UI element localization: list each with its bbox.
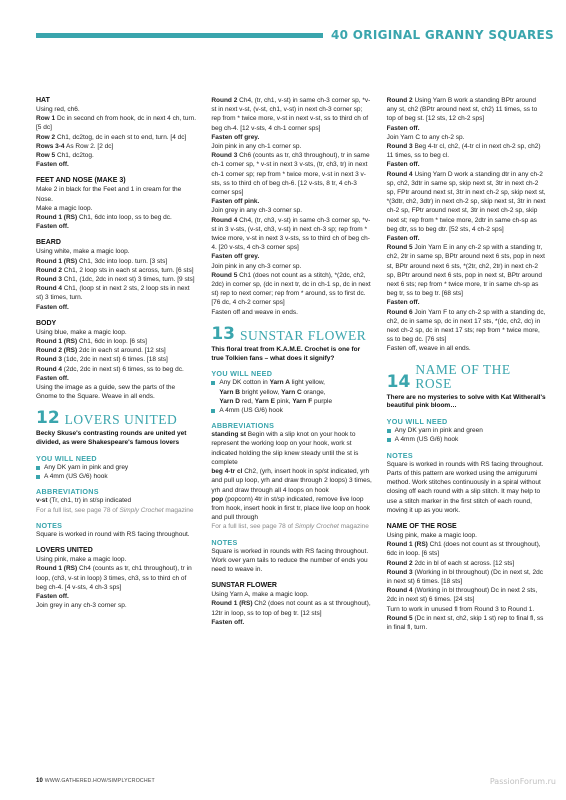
pattern-number: 14 <box>386 371 411 392</box>
article-columns <box>36 96 548 632</box>
pattern-number: 13 <box>211 323 235 344</box>
notes-text: Square is worked in round with RS facing throughout. <box>36 530 190 538</box>
abbreviations-text: v-st (Tr, ch1, tr) in st/sp indicated For a full list, see page 78 of Simply Crochet magazine <box>36 497 194 514</box>
header-rule <box>36 33 323 38</box>
materials-continued: Yarn B bright yellow, Yarn C orange, Yarn D red, Yarn E pink, Yarn F purple <box>219 388 333 405</box>
list-item: A 4mm (US G/6) hook <box>387 435 548 444</box>
pattern-text: Using pink, make a magic loop. Round 1 (RS) Ch4 (counts as tr, ch1 throughout), tr in loop, (ch3, v-st in loop) 3 times, ch3, ss to third ch of beg ch-4. [4 v-sts, 4 ch-3 sps] Fasten off. Join grey in any ch-3 corner sp. <box>36 556 192 610</box>
notes-heading: NOTES <box>386 450 413 460</box>
body-text: Using blue, make a magic loop. Round 1 (RS) Ch1, 6dc in loop. [6 sts] Round 2 (RS) 2dc in each st around. [12 sts] Round 3 (1dc, 2dc in next st) 6 times. [18 sts] Round 4 (2dc, 2dc in next st) 6 times, ss to beg dc. Fasten off. Using the image as a guide, sew the parts of the Gnome to the Square. Weave in all ends. <box>36 328 184 401</box>
list-item: A 4mm (US G/6) hook <box>211 406 372 415</box>
list-item: Any DK yarn in pink and green <box>387 426 548 435</box>
feet-heading: FEET AND NOSE (MAKE 3) <box>36 177 126 185</box>
footer-url: WWW.GATHERED.HOW/SIMPLYCROCHET <box>43 778 155 784</box>
watermark: PassionForum.ru <box>489 777 556 786</box>
page-header <box>36 24 566 46</box>
bullet-icon <box>36 475 40 479</box>
bullet-icon <box>211 381 215 385</box>
notes-text: Square is worked in rounds with RS facing throughout. Parts of this pattern are worked using the amigurumi method. Work stitches continuously in a spiral without closing off each round with a slip stitch. It may help to use a stitch marker in the first stitch of each round, moving it up as you work. <box>386 460 544 514</box>
list-item: Any DK cotton in Yarn A light yellow, <box>211 378 372 387</box>
column-2 <box>211 96 372 632</box>
pattern-subheading: NAME OF THE ROSE <box>386 522 457 530</box>
beard-heading: BEARD <box>36 239 61 247</box>
pattern-12-heading <box>36 410 197 427</box>
pattern-text: Round 2 Using Yarn B work a standing BPtr around any st, ch2 (BPtr around next st, ch2) 11 times, ss to top of beg st. [12 sts, 12 ch-2 sps] Fasten off. Join Yarn C to any ch-2 sp. Round 3 Beg 4-tr cl, ch2, (4-tr cl in next ch-2 sp, ch2) 11 times, ss to beg cl. Fasten off. Round 4 Using Yarn D work a standing dtr in any ch-2 sp, ch2, 3dtr in same sp, skip next st, 3tr in next ch-2 sp, FPtr around next st, 3tr in next ch-2 sp, skip next st, *(3dtr, ch2, 3dtr) in next ch-2 sp, skip next st, 3tr in next ch-2 sp, FPtr around next st, 3tr in next ch-2 sp, skip next st; rep from * twice more, 2dtr in same ch-sp as beg dtr, ss to beg dtr. [52 sts, 4 ch-2 sps] Fasten off. Round 5 Join Yarn E in any ch-2 sp with a standing tr, ch2, 2tr in same sp, BPtr around next 6 sts, pop in next st, BPtr around next 6 sts, *(2tr, ch2, 2tr) in next ch-2 sp, BPtr around next 6 sts, pop in next st, BPtr around next 6 sts; rep from * twice more, tr in same ch-sp as beg tr, ss to beg tr. [68 sts] Fasten off. Round 6 Join Yarn F to any ch-2 sp with a standing dc, ch2, dc in same sp, dc in next 17 sts, *(dc, ch2, dc) in next ch-2 sp, dc in next 17 sts; rep from * twice more, ss to beg dc. [76 sts] Fasten off, weave in all ends. <box>386 97 546 353</box>
page-number: 10 <box>36 778 44 784</box>
notes-heading: NOTES <box>36 520 63 530</box>
bullet-icon <box>387 438 391 442</box>
list-item: Any DK yarn in pink and grey <box>36 463 197 472</box>
pattern-intro: There are no mysteries to solve with Kat Witherall's beautiful pink bloom… <box>386 393 546 410</box>
bullet-icon <box>211 409 215 413</box>
materials-heading: YOU WILL NEED <box>211 369 273 379</box>
column-3 <box>387 96 548 632</box>
pattern-subheading: SUNSTAR FLOWER <box>211 582 277 590</box>
column-1 <box>36 96 197 632</box>
header-title: 40 ORIGINAL GRANNY SQUARES <box>331 28 554 42</box>
abbreviations-heading: ABBREVIATIONS <box>211 421 275 431</box>
list-item: A 4mm (US G/6) hook <box>36 472 197 481</box>
pattern-intro: This floral treat from K.A.M.E. Crochet is one for true Tolkien fans – what does it signify? <box>211 345 361 362</box>
pattern-13-heading <box>211 323 372 344</box>
hat-text: Using red, ch6. Row 1 Dc in second ch from hook, dc in next 4 ch, turn. [5 dc] Row 2 Ch1, dc2tog, dc in each st to end, turn. [4 dc] Rows 3-4 As Row 2. [2 dc] Row 5 Ch1, dc2tog. Fasten off. <box>36 106 197 169</box>
pattern-subheading: LOVERS UNITED <box>36 547 93 555</box>
pattern-text: Using pink, make a magic loop. Round 1 (RS) Ch1 (does not count as st throughout), 6dc in loop. [6 sts] Round 2 2dc in bl of each st across. [12 sts] Round 3 (Working in bl throughout) (Dc in next st, 2dc in next st) 6 times. [18 sts] Round 4 (Working in bl throughout) Dc in next 2 sts, 2dc in next st) 6 times. [24 sts] Turn to work in unused fl from Round 3 to Round 1. Round 5 (Dc in next st, ch2, skip 1 st) rep to final fl, ss in final fl, turn. <box>386 531 544 631</box>
pattern-text: Round 2 Ch4, (tr, ch1, v-st) in same ch-3 corner sp, *v-st in next v-st, (v-st, ch1, v-st) in next ch-3 corner sp; rep from * twice more, v-st in next v-st, ss to third ch of beg ch-4. [12 v-sts, 4 ch-1 corner sps] Fasten off grey. Join pink in any ch-1 corner sp. Round 3 Ch6 (counts as tr, ch3 throughout), tr in same ch-1 corner sp, * v-st in next 3 v-sts, (tr, ch3, tr) in next ch-1 corner sp; rep from * twice more, v-st in next 3 v-sts, ss to third ch of beg ch-6. [12 v-sts, 8 tr, 4 ch-3 corner sps] Fasten off pink. Join grey in any ch-3 corner sp. Round 4 Ch4, (tr, ch3, v-st) in same ch-3 corner sp, *v-st in 3 v-sts, (v-st, ch3, v-st) in next ch-3 sp; rep from * twice more, v-st in next 3 v-sts, ss to third ch of beg ch-4. [20 v-sts, 4 ch-3 corner sps] Fasten off grey. Join pink in any ch-3 corner sp. Round 5 Ch1 (does not count as a stitch), *(2dc, ch2, 2dc) in corner sp, (dc in next tr, dc in ch-1 sp, dc in next st) rep to next corner; rep from * around, ss to first dc. [76 dc, 4 ch-2 corner sps] Fasten off and weave in ends. <box>211 97 371 316</box>
page-footer <box>36 778 155 784</box>
abbreviations-heading: ABBREVIATIONS <box>36 487 99 497</box>
materials-heading: YOU WILL NEED <box>386 417 448 427</box>
pattern-14-heading <box>387 363 548 391</box>
beard-text: Using white, make a magic loop. Round 1 (RS) Ch1, 3dc into loop. turn. [3 sts] Round 2 Ch1, 2 loop sts in each st across, turn. [6 sts] Round 3 Ch1, (1dc, 2dc in next st) 3 times, turn. [9 sts] Round 4 Ch1, (loop st in next 2 sts, 2 loop sts in next st) 3 times, turn. Fasten off. <box>36 248 195 311</box>
pattern-title: LOVERS UNITED <box>64 412 178 428</box>
notes-text: Square is worked in rounds with RS facing throughout. Work over yarn tails to reduce the number of ends you need to weave in. <box>211 547 369 573</box>
hat-heading: HAT <box>36 97 50 104</box>
abbreviations-text: standing st Begin with a slip knot on your hook to represent the working loop on your hook, work st indicated holding the slip knew steady until the st is complete beg 4-tr cl Ch2, (yrh, insert hook in sp/st indicated, yrh and pull up loop, yrh and draw through 2 loops) 3 times, yrh and draw through all 4 loops on hook pop (popcorn) 4tr in st/sp indicated, remove live loop from hook, insert hook in first tr, place live loop on hook and pull through For a full list, see page 78 of Simply Crochet magazine <box>211 431 372 531</box>
body-heading: BODY <box>36 319 57 327</box>
pattern-intro: Becky Skuse's contrasting rounds are united yet divided, as were Shakespeare's famous lovers <box>36 430 187 447</box>
pattern-title: SUNSTAR FLOWER <box>240 327 367 343</box>
feet-text: Make 2 in black for the Feet and 1 in cream for the Nose. Make a magic loop. Round 1 (RS) Ch1, 6dc into loop, ss to beg dc. Fasten off. <box>36 186 182 231</box>
bullet-icon <box>36 466 40 470</box>
pattern-text: Using Yarn A, make a magic loop. Round 1 (RS) Ch2 (does not count as a st throughout), 12tr in loop, ss to top of beg tr. [12 sts] Fasten off. <box>211 591 371 626</box>
materials-heading: YOU WILL NEED <box>36 454 97 464</box>
notes-heading: NOTES <box>211 537 238 547</box>
pattern-number: 12 <box>36 408 60 429</box>
bullet-icon <box>387 429 391 433</box>
pattern-title: NAME OF THE ROSE <box>415 361 511 391</box>
